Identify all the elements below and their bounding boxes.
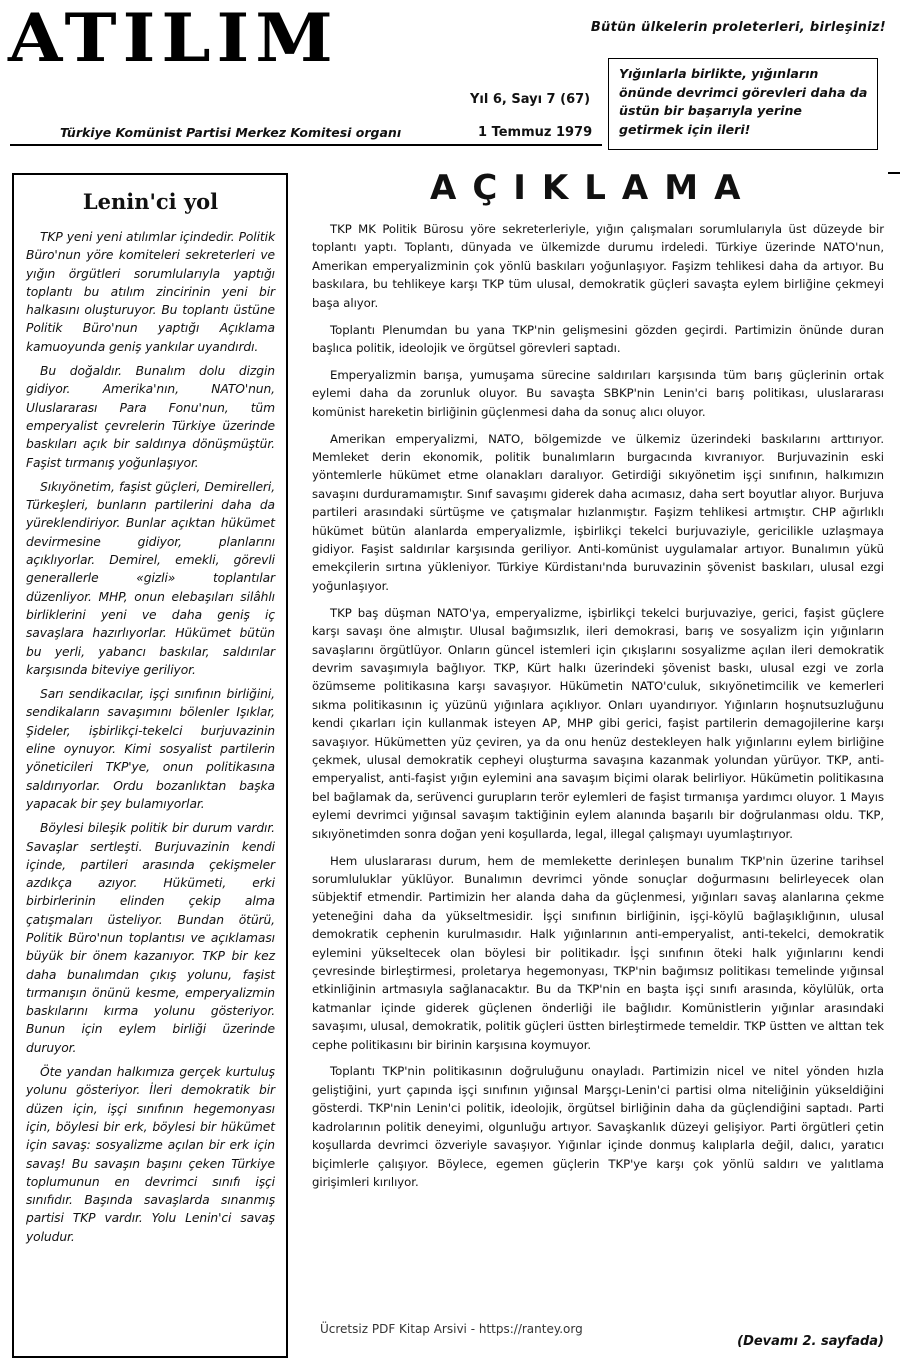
sidebar-paragraph: Öte yandan halkımıza gerçek kurtuluş yolunu gösteriyor. İleri demokratik bir düzen için, işçi sınıfının hegemonyası için, böylesi bir erk, böylesi bir hükümet için savaş: sosyalizme açılan bir erk için savaş! Bu savaşın başını çeken Türkiye toplumunun en devrimci sınıfı işçi sınıfıdır. Başında savaşlarda sınanmış partisi TKP vardır. Yolu Lenin'ci savaş yoludur. <box>26 1065 275 1244</box>
main-paragraph: TKP baş düşman NATO'ya, emperyalizme, işbirlikçi tekelci burjuvaziye, gerici, faşist güçlere karşı savaşı öne almıştır. Ulusal bağımsızlık, ileri demokrasi, barış ve sosyalizm için yığınların savaşlarını örgütlüyor. Onların güncel istemleri için çıkışlarını sosyalizme açılan ileri demokratik devrim savaşımıyla bağlıyor. TKP, Kürt halkı üzerindeki şövenist baskı, ulusal ezgi ve zorla özümseme politikasına karşı savaşıyor. Hükümetin NATO'culuk, sıkıyönetimcilik ve kemerleri sıkma politikasının iç yüzünü yığınlara açıklıyor. Onları uyandırıyor. Yığınların hoşnutsuzluğunu kendi çıkarları için kullanmak isteyen AP, MHP gibi gerici, faşist partilerin demagojilerine karşı savaşıyor. Hükümetten yüz çeviren, ya da onu henüz destekleyen halk yığınlarını eylem birliğine çekmek, ulusal demokratik cepheyi oluşturma savaşına kazanmak yolundan yürüyor. TKP, anti-emperyalist, anti-faşist yığın eylemini ana savaşım biçimi olarak belirliyor. Hükümetin politikasına bel bağlamak da, serüvenci gurupların terör eylemleri de faşist tırmanışa yardımcı oluyor. 1 Mayıs eylemi devrimci yığınsal savaşım taktiğinin eylem alanında başarılı bir doğrulanması oldu. TKP, sıkıyönetimden sonra doğan yeni koşullarda, legal, illegal çalışmayı uyumlaştırıyor. <box>312 605 884 841</box>
sidebar-paragraph: Bu doğaldır. Bunalım dolu dizgin gidiyor. Amerika'nın, NATO'nun, Uluslararası Para Fonu'nun, tüm emperyalist çevrelerin Türkiye üzerinde baskıları açık bir saldırıya dönüşmüştür. Faşist tırmanış yoğunlaşıyor. <box>26 364 275 470</box>
main-paragraph: Hem uluslararası durum, hem de memlekette derinleşen bunalım TKP'nin üzerine tarihsel sorumluluklar yüklüyor. Bunalımın devrimci yönde sonuçlar doğurmasını belirleyecek olan sübjektif etmendir. Partimizin her alanda daha da güçlenmesi, yığınları savaş alanlarına çekme yeteneğini daha da yükseltmesidir. İşçi sınıfının birliğinin, işçi-köylü bağlaşıklığının, ulusal demokratik cephenin kurulmasıdır. Halk yığınlarının anti-emperyalist, anti-tekelci, demokratik eylemini yükseltecek olan böylesi bir politikadır. İşçi sınıfının öteki halk yığınlarını kendi çevresinde birleştirmesi, proletarya hegemonyası, TKP'nin bağımsız politikası temelinde yığınsal etkinliğinin artmasıyla sağlanacaktır. Bu da TKP'nin en başta işçi sınıfı arasında, köylülük, orta katmanlar içinde giderek güçlenen önderliği ile bağlıdır. Komünistlerin yığınlar arasındaki savaşımı, ulusal, demokratik, politik güçleri üstten birleştirmede temeldir. TKP üstten ve alttan tek cephe politikasını bir birinin karşısına koymuyor. <box>312 853 884 1052</box>
masthead-logo: ATILIM <box>8 0 339 77</box>
issue-number: Yıl 6, Sayı 7 (67) <box>470 92 591 107</box>
edge-mark <box>888 172 900 174</box>
slogan-box: Yığınlarla birlikte, yığınların önünde devrimci görevleri daha da üstün bir başarıyla yerine getirmek için ileri! <box>608 58 878 150</box>
sidebar-paragraph: TKP yeni yeni atılımlar içindedir. Politik Büro'nun yöre komiteleri sekreterleri ve yığın örgütleri sorumlularıyla yaptığı toplantı bu atılım zincirinin yeni bir halkasını oluşturuyor. Bu toplantı üstüne Politik Büro'nun yaptığı Açıklama kamuoyunda geniş yankılar uyandırdı. <box>26 230 275 354</box>
motto: Bütün ülkelerin proleterleri, birleşiniz! <box>590 20 886 35</box>
main-article <box>312 220 884 1200</box>
sidebar-paragraph: Sarı sendikacılar, işçi sınıfının birliğini, sendikaların savaşımını bölenler Işıklar, Şideler, işbirlikçi-tekelci burjuvazinin eline oynuyor. Kimi sosyalist partilerin yöneticileri TKP'ye, onun politikasına saldırıyorlar. Ordu bozanlıktan başka yapacak bir şey bulamıyorlar. <box>26 687 275 811</box>
party-organ-line: Türkiye Komünist Partisi Merkez Komitesi organı <box>60 125 402 140</box>
issue-date: 1 Temmuz 1979 <box>478 125 593 140</box>
sidebar-article <box>12 173 288 1358</box>
main-paragraph: Emperyalizmin barışa, yumuşama sürecine saldırıları karşısında tüm barış güçlerinin ortak eylemi daha da zorunluk oluyor. Bu savaşta SBKP'nin Lenin'ci barış politikası, uluslararası komünist hareketin birliğinin güçlenmesi daha da sonuç alıcı oluyor. <box>312 367 884 419</box>
archive-credit-link[interactable]: Ücretsiz PDF Kitap Arsivi - https://rantey.org <box>320 1322 583 1336</box>
sidebar-paragraph: Böylesi bileşik politik bir durum vardır. Savaşlar sertleşti. Burjuvazinin kendi içinde, partileri arasında çekişmeler azdıkça azıyor. Hükümeti, erki birbirlerinin elinden çekip alma çatışmaları üsteliyor. Bundan ötürü, Politik Büro'nun toplantısı ve açıklaması büyük bir önem kazanıyor. TKP bir kez daha bunalımdan çıkış yolunu, faşist tırmanışın önünü kesme, emperyalizmin baskılarını kırma yolunu gösteriyor. Bunun için eylem birliği üzerinde duruyor. <box>26 821 275 1055</box>
main-article-title: AÇIKLAMA <box>430 168 757 208</box>
sidebar-title: Lenin'ci yol <box>82 189 219 214</box>
sidebar-paragraph: Sıkıyönetim, faşist güçleri, Demirelleri, Türkeşleri, bunların partilerini daha da yüreklendiriyor. Bunlar açıktan hükümet devirmesine gidiyor, planlarını açıklıyorlar. Demirel, emekli, görevli generallerle «gizli» toplantılar düzenliyor. MHP, onun elebaşıları silâhlı birliklerini yeni ve daha geniş iç savaşlara hazırlıyorlar. Hükümet bütün bu yerli, yabancı baskılar, saldırılar karşısında biteviye geriliyor. <box>26 479 275 677</box>
header-divider <box>10 144 602 146</box>
main-paragraph: TKP MK Politik Bürosu yöre sekreterleriyle, yığın çalışmaları sorumlularıyla üst düzeyde bir toplantı yaptı. Toplantı, dünyada ve ülkemizde durumu irdeledi. Türkiye üzerinde NATO'nun, Amerikan emperyalizminin çok yönlü baskıları yoğunlaşıyor. Faşizm tehlikesi daha da artıyor. Bu baskılara, bu tehlikeye karşı TKP tüm ulusal, demokratik güçleri savaşta eylem birliğine çekmeyi başa alıyor. <box>312 222 884 310</box>
continued-note: (Devamı 2. sayfada) <box>737 1334 884 1349</box>
main-paragraph: Toplantı TKP'nin politikasının doğruluğunu onayladı. Partimizin nicel ve nitel yönden hızla geliştiğini, yurt çapında işçi sınıfının yığınsal Marşçı-Lenin'ci partisi olma niteliğinin yükseldiğini gösterdi. TKP'nin Lenin'ci politik, ideolojik, örgütsel birliğinin daha da güçlendiğini saptadı. Parti kadrolarının politik deneyimi, olgunluğu artıyor. Savaşkanlık düzeyi gelişiyor. Parti örgütleri çetin koşullarda devrimci özveriyle savaşıyor. Yığınlar içinde donmuş kalıplarla değil, dalıcı, yaratıcı biçimlerle çalışıyor. Böylece, egemen güçlerin TKP'ye karşı çok yönlü saldırı ve yalıtlama girişimleri kırılıyor. <box>312 1064 884 1189</box>
main-paragraph: Amerikan emperyalizmi, NATO, bölgemizde ve ülkemiz üzerindeki baskılarını arttırıyor. Memleket derin ekonomik, politik bunalımların burgacında kıvranıyor. Burjuvazinin eski yöntemlerle hükümet etme olanakları daralıyor. Getirdiği sıkıyönetim işçi sınıfının, halkımızın savaşını durduramamıştır. Sınıf savaşımı giderek daha acımasız, daha sert boyutlar alıyor. Burjuva partileri arasındaki sürtüşme ve çatışmalar hızlanmıştır. Faşizm tehlikesi artmıştır. CHP ağırlıklı hükümet bütün alanlarda emperyalizmle, işbirlikçi tekelci burjuvaziyle, gericilikle uzlaşmaya gidiyor. Faşist saldırılar karşısında geriliyor. Anti-komünist uygulamalar artıyor. Bunalımın yükü emekçilerin sırtına yükleniyor. Türkiye Kürdistanı'nda buruvazinin şövenist baskıları, ulusal ezgi yoğunlaşıyor. <box>312 431 884 593</box>
main-paragraph: Toplantı Plenumdan bu yana TKP'nin gelişmesini gözden geçirdi. Partimizin önünde duran başlıca politik, ideolojik ve örgütsel görevleri saptadı. <box>312 322 884 355</box>
